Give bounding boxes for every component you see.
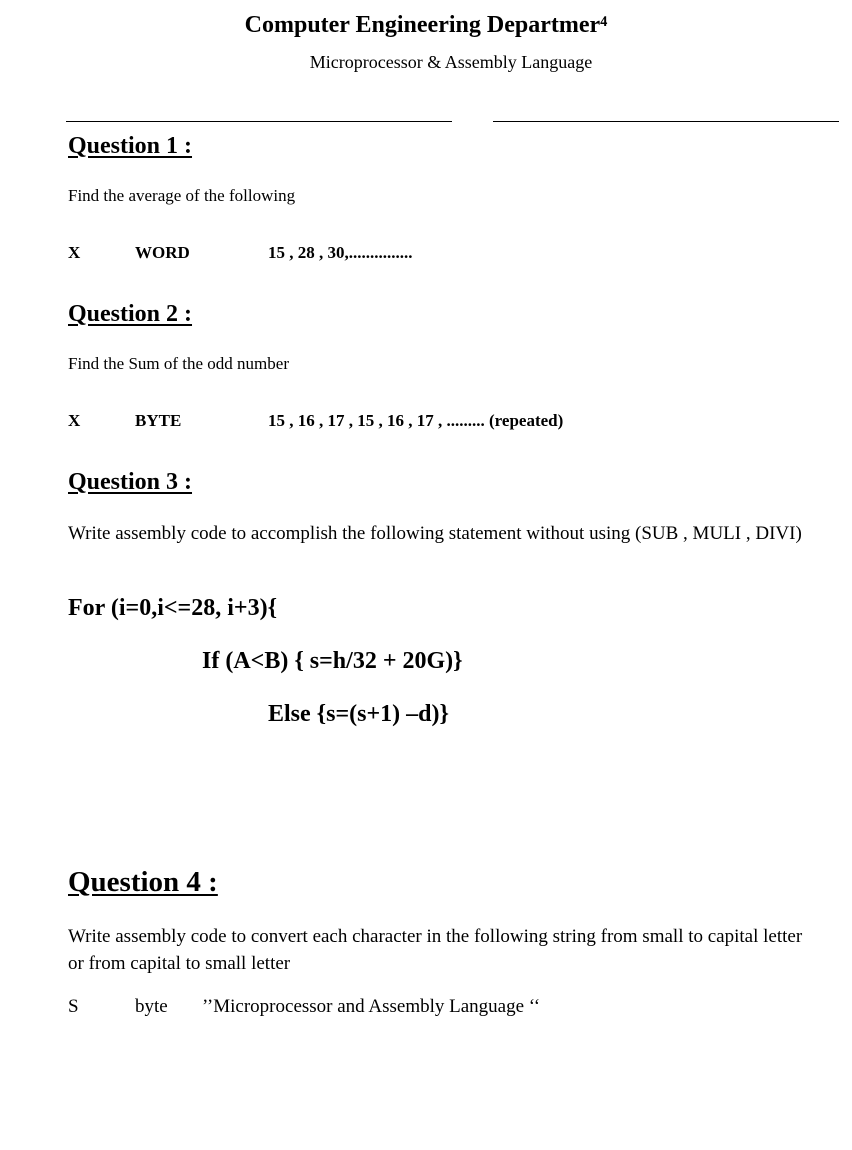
question-3-text: Write assembly code to accomplish the following statement without using (SUB , MULI , DIVI)	[68, 523, 802, 544]
question-4-heading: Question 4 :	[68, 866, 218, 898]
header-divider-right	[493, 121, 839, 122]
question-1-var-name: X	[68, 243, 81, 262]
question-4-var-values: ’’Microprocessor and Assembly Language ‘‘	[202, 996, 541, 1017]
question-4-var-type: byte	[135, 996, 168, 1017]
question-4-text: Write assembly code to convert each character in the following string from small to capital letter or from capital to small letter	[68, 926, 803, 974]
header-divider-left	[66, 121, 452, 122]
question-3-heading: Question 3 :	[68, 469, 193, 495]
question-2-var-name: X	[68, 411, 81, 430]
question-1-text: Find the average of the following	[68, 186, 296, 205]
question-2-var-type: BYTE	[135, 411, 182, 430]
question-2-heading: Question 2 :	[68, 301, 193, 327]
course-title: Microprocessor & Assembly Language	[309, 52, 593, 72]
question-2-text: Find the Sum of the odd number	[68, 354, 289, 373]
question-1-heading: Question 1 :	[68, 133, 193, 159]
code-line-for: For (i=0,i<=28, i+3){	[68, 595, 278, 621]
question-1-var-type: WORD	[135, 243, 190, 262]
department-title: Computer Engineering Departmer⁴	[244, 12, 608, 38]
question-1-var-values: 15 , 28 , 30,...............	[268, 243, 413, 262]
question-4-var-name: S	[68, 996, 79, 1017]
code-line-if: If (A<B) { s=h/32 + 20G)}	[202, 648, 463, 674]
question-2-var-values: 15 , 16 , 17 , 15 , 16 , 17 , ......... (repeated)	[268, 411, 564, 430]
code-line-else: Else {s=(s+1) –d)}	[268, 701, 449, 727]
